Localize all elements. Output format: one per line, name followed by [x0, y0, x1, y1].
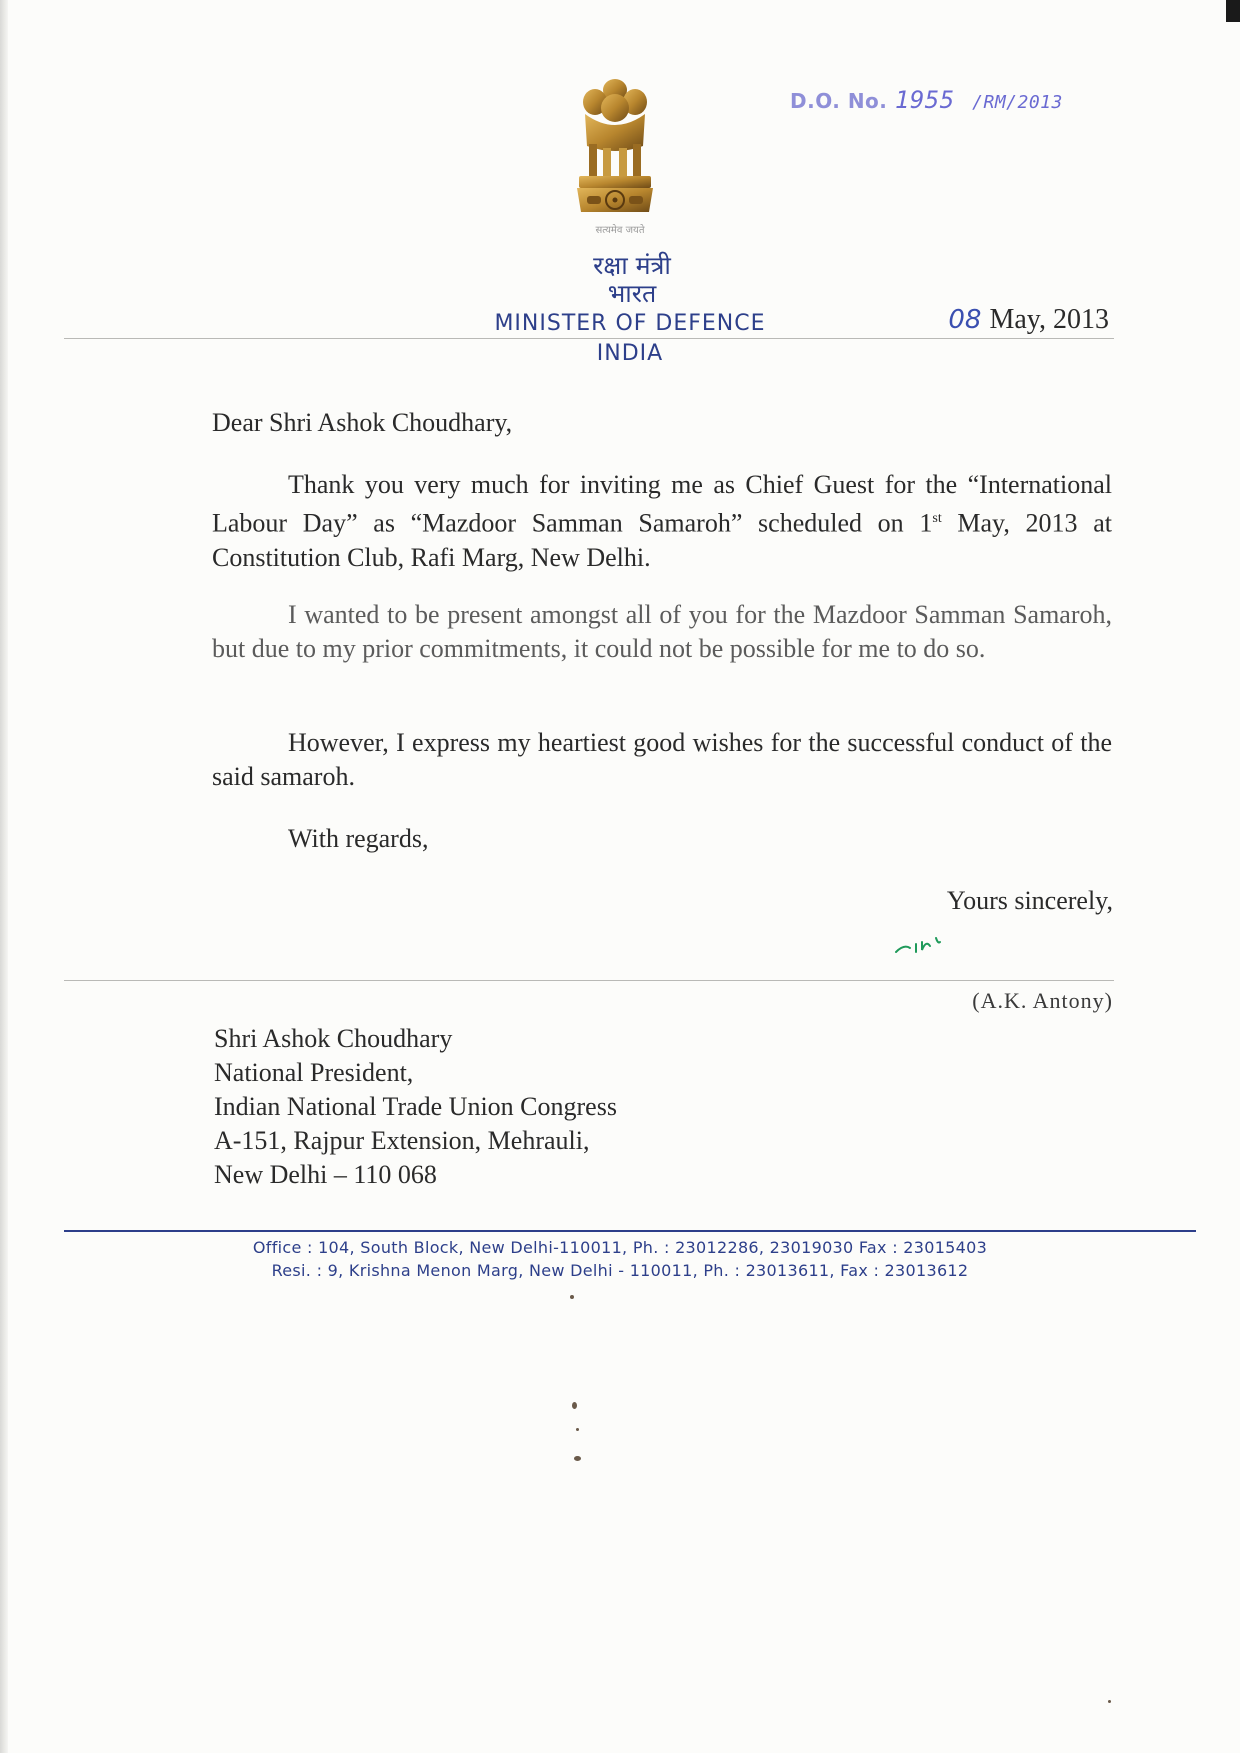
do-prefix: D.O. No.	[790, 89, 888, 113]
recipient-name: Shri Ashok Choudhary	[214, 1024, 453, 1053]
do-number: 1955	[894, 86, 955, 114]
handwritten-signature-icon	[894, 930, 964, 962]
paragraph-invitation	[212, 468, 1112, 575]
signatory-name: (A.K. Antony)	[972, 988, 1113, 1013]
paragraph-invitation-part-b: May, 2013 at Constitution Club, Rafi Marg, New Delhi.	[212, 508, 1113, 572]
scan-speck	[576, 1428, 579, 1431]
scan-speck	[1108, 1700, 1111, 1703]
recipient-address-line2: New Delhi – 110 068	[214, 1160, 437, 1189]
recipient-designation: National President,	[214, 1058, 414, 1087]
scan-edge-right	[1226, 0, 1240, 22]
with-regards: With regards,	[288, 824, 429, 853]
paragraph-regret: I wanted to be present amongst all of you for the Mazdoor Samman Samaroh, but due to my prior commitments, it could not be possible for me to do so.	[212, 600, 1112, 663]
recipient-address-line1: A-151, Rajpur Extension, Mehrauli,	[214, 1126, 590, 1155]
scan-speck	[570, 1295, 574, 1299]
salutation: Dear Shri Ashok Choudhary,	[212, 408, 513, 437]
letterhead-hindi-title: रक्षा मंत्री	[593, 251, 671, 280]
footer-residence-address: Resi. : 9, Krishna Menon Marg, New Delhi - 110011, Ph. : 23013611, Fax : 23013612	[271, 1261, 969, 1280]
letter-date	[948, 304, 1109, 336]
recipient-address	[214, 1022, 617, 1192]
date-month-year: May, 2013	[989, 304, 1109, 335]
letterhead-title: MINISTER OF DEFENCE	[494, 311, 766, 336]
emblem-motto: सत्यमेव जयते	[595, 225, 645, 236]
date-day: 08	[948, 305, 982, 335]
fold-line-top	[64, 338, 1114, 339]
scan-edge-left	[0, 0, 8, 1753]
scan-speck	[572, 1402, 577, 1409]
paragraph-good-wishes: However, I express my heartiest good wishes for the successful conduct of the said samaroh.	[212, 728, 1112, 791]
footer-office-address: Office : 104, South Block, New Delhi-110011, Ph. : 23012286, 23019030 Fax : 23015403	[252, 1238, 988, 1257]
do-suffix: /RM/2013	[972, 92, 1063, 113]
letterhead-country: INDIA	[596, 341, 664, 366]
scan-speck	[574, 1456, 581, 1461]
footer-divider	[64, 1230, 1196, 1232]
yours-sincerely: Yours sincerely,	[946, 886, 1113, 915]
ordinal-suffix: st	[932, 511, 942, 526]
do-number-stamp	[790, 86, 1063, 114]
national-emblem-icon	[575, 76, 655, 226]
paragraph-invitation-part-a: Thank you very much for inviting me as Chief Guest for the “International Labour Day” as “Mazdoor Samman Samaroh” scheduled on 1	[212, 470, 1112, 538]
letterhead-hindi-country: भारत	[607, 279, 657, 308]
recipient-organisation: Indian National Trade Union Congress	[214, 1092, 617, 1121]
fold-line-middle	[64, 980, 1114, 981]
